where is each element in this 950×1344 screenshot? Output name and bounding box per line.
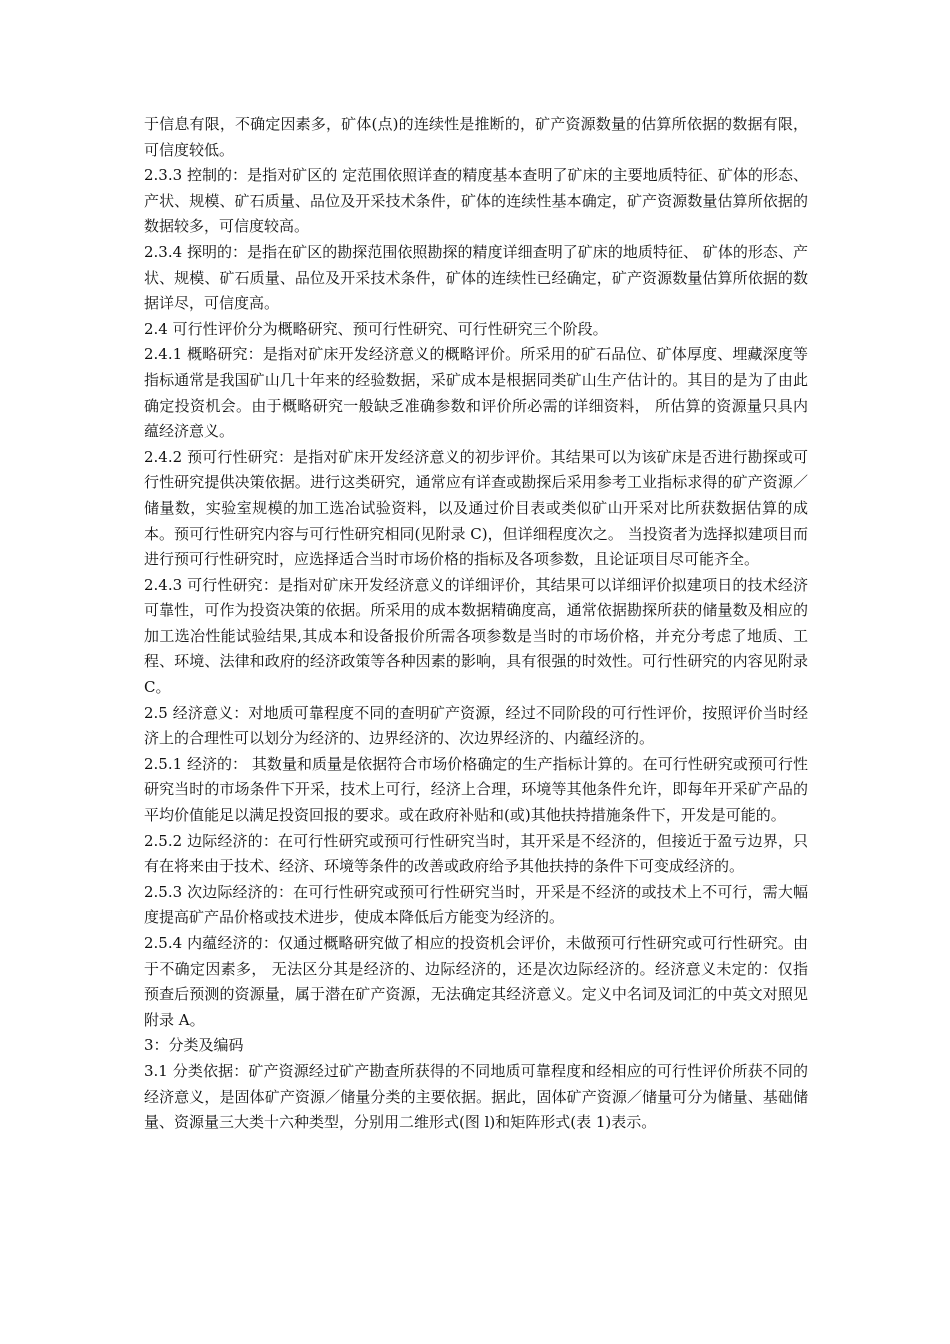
paragraph-2-5-1: 2.5.1 经济的： 其数量和质量是依据符合市场价格确定的生产指标计算的。在可行性研究或预可行性研究当时的市场条件下开采，技术上可行，经济上合理，环境等其他条件允许，即每年开采矿产品的平均价值能足以满足投资回报的要求。或在政府补贴和(或)其他扶持措施条件下，开发是可能的。 xyxy=(144,754,808,825)
paragraph-2-5-3: 2.5.3 次边际经济的：在可行性研究或预可行性研究当时，开采是不经济的或技术上不可行，需大幅度提高矿产品价格或技术进步，使成本降低后方能变为经济的。 xyxy=(144,882,808,927)
paragraph-continuation: 于信息有限，不确定因素多，矿体(点)的连续性是推断的，矿产资源数量的估算所依据的数据有限，可信度较低。 xyxy=(144,115,808,159)
paragraph-2-5: 2.5 经济意义：对地质可靠程度不同的查明矿产资源，经过不同阶段的可行性评价，按照评价当时经济上的合理性可以划分为经济的、边界经济的、次边界经济的、内蕴经济的。 xyxy=(144,703,808,748)
paragraph-2-4-1: 2.4.1 概略研究：是指对矿床开发经济意义的概略评价。所采用的矿石品位、矿体厚度、埋藏深度等指标通常是我国矿山几十年来的经验数据，采矿成本是根据同类矿山生产估计的。其目的是为了由此确定投资机会。由于概略研究一般缺乏准确参数和评价所必需的详细资料， 所估算的资源量只具内蕴经济意义。 xyxy=(144,345,808,441)
paragraph-2-5-4: 2.5.4 内蕴经济的：仅通过概略研究做了相应的投资机会评价，未做预可行性研究或可行性研究。由于不确定因素多， 无法区分其是经济的、边际经济的，还是次边际经济的。经济意义未定的：仅指预查后预测的资源量，属于潜在矿产资源，无法确定其经济意义。定义中名词及词汇的中英文对照见附录 A。 xyxy=(144,934,808,1029)
paragraph-2-5-2: 2.5.2 边际经济的：在可行性研究或预可行性研究当时，其开采是不经济的，但接近于盈亏边界，只有在将来由于技术、经济、环境等条件的改善或政府给予其他扶持的条件下可变成经济的。 xyxy=(144,831,808,876)
paragraph-2-3-4: 2.3.4 探明的：是指在矿区的勘探范围依照勘探的精度详细查明了矿床的地质特征、 矿体的形态、产状、规模、矿石质量、品位及开采技术条件，矿体的连续性已经确定，矿产资源数量估算所依据的数据详尽，可信度高。 xyxy=(144,242,808,313)
document-body xyxy=(144,112,808,1136)
paragraph-2-4-2: 2.4.2 预可行性研究：是指对矿床开发经济意义的初步评价。其结果可以为该矿床是否进行勘探或可行性研究提供决策依据。进行这类研究，通常应有详查或勘探后采用参考工业指标求得的矿产资源／储量数，实验室规模的加工选冶试验资料，以及通过价目表或类似矿山开采对比所获数据估算的成本。预可行性研究内容与可行性研究相同(见附录 C)，但详细程度次之。 当投资者为选择拟建项目而进行预可行性研究时，应选择适合当时市场价格的指标及各项参数，且论证项目尽可能齐全。 xyxy=(144,447,808,569)
paragraph-2-4-3: 2.4.3 可行性研究：是指对矿床开发经济意义的详细评价，其结果可以详细评价拟建项日的技术经济可靠性，可作为投资决策的依据。所采用的成本数据精确度高，通常依据勘探所获的储量数及相应的加工选冶性能试验结果,其成本和设备报价所需各项参数是当时的市场价格，并充分考虑了地质、工程、环境、法律和政府的经济政策等各种因素的影响，具有很强的时效性。可行性研究的内容见附录 C。 xyxy=(144,575,808,697)
paragraph-2-3-3: 2.3.3 控制的：是指对矿区的 定范围依照详查的精度基本查明了矿床的主要地质特征、矿体的形态、产状、规模、矿石质量、品位及开采技术条件，矿体的连续性基本确定，矿产资源数量估算所依据的数据较多，可信度较高。 xyxy=(144,166,808,236)
section-heading-3: 3：分类及编码 xyxy=(144,1036,244,1055)
paragraph-2-4: 2.4 可行性评价分为概略研究、预可行性研究、可行性研究三个阶段。 xyxy=(144,319,608,338)
paragraph-3-1: 3.1 分类依据：矿产资源经过矿产勘查所获得的不同地质可靠程度和经相应的可行性评价所获不同的经济意义，是固体矿产资源／储量分类的主要依据。据此，固体矿产资源／储量可分为储量、基础储量、资源量三大类十六种类型，分别用二维形式(图 l)和矩阵形式(表 1)表示。 xyxy=(144,1061,808,1132)
